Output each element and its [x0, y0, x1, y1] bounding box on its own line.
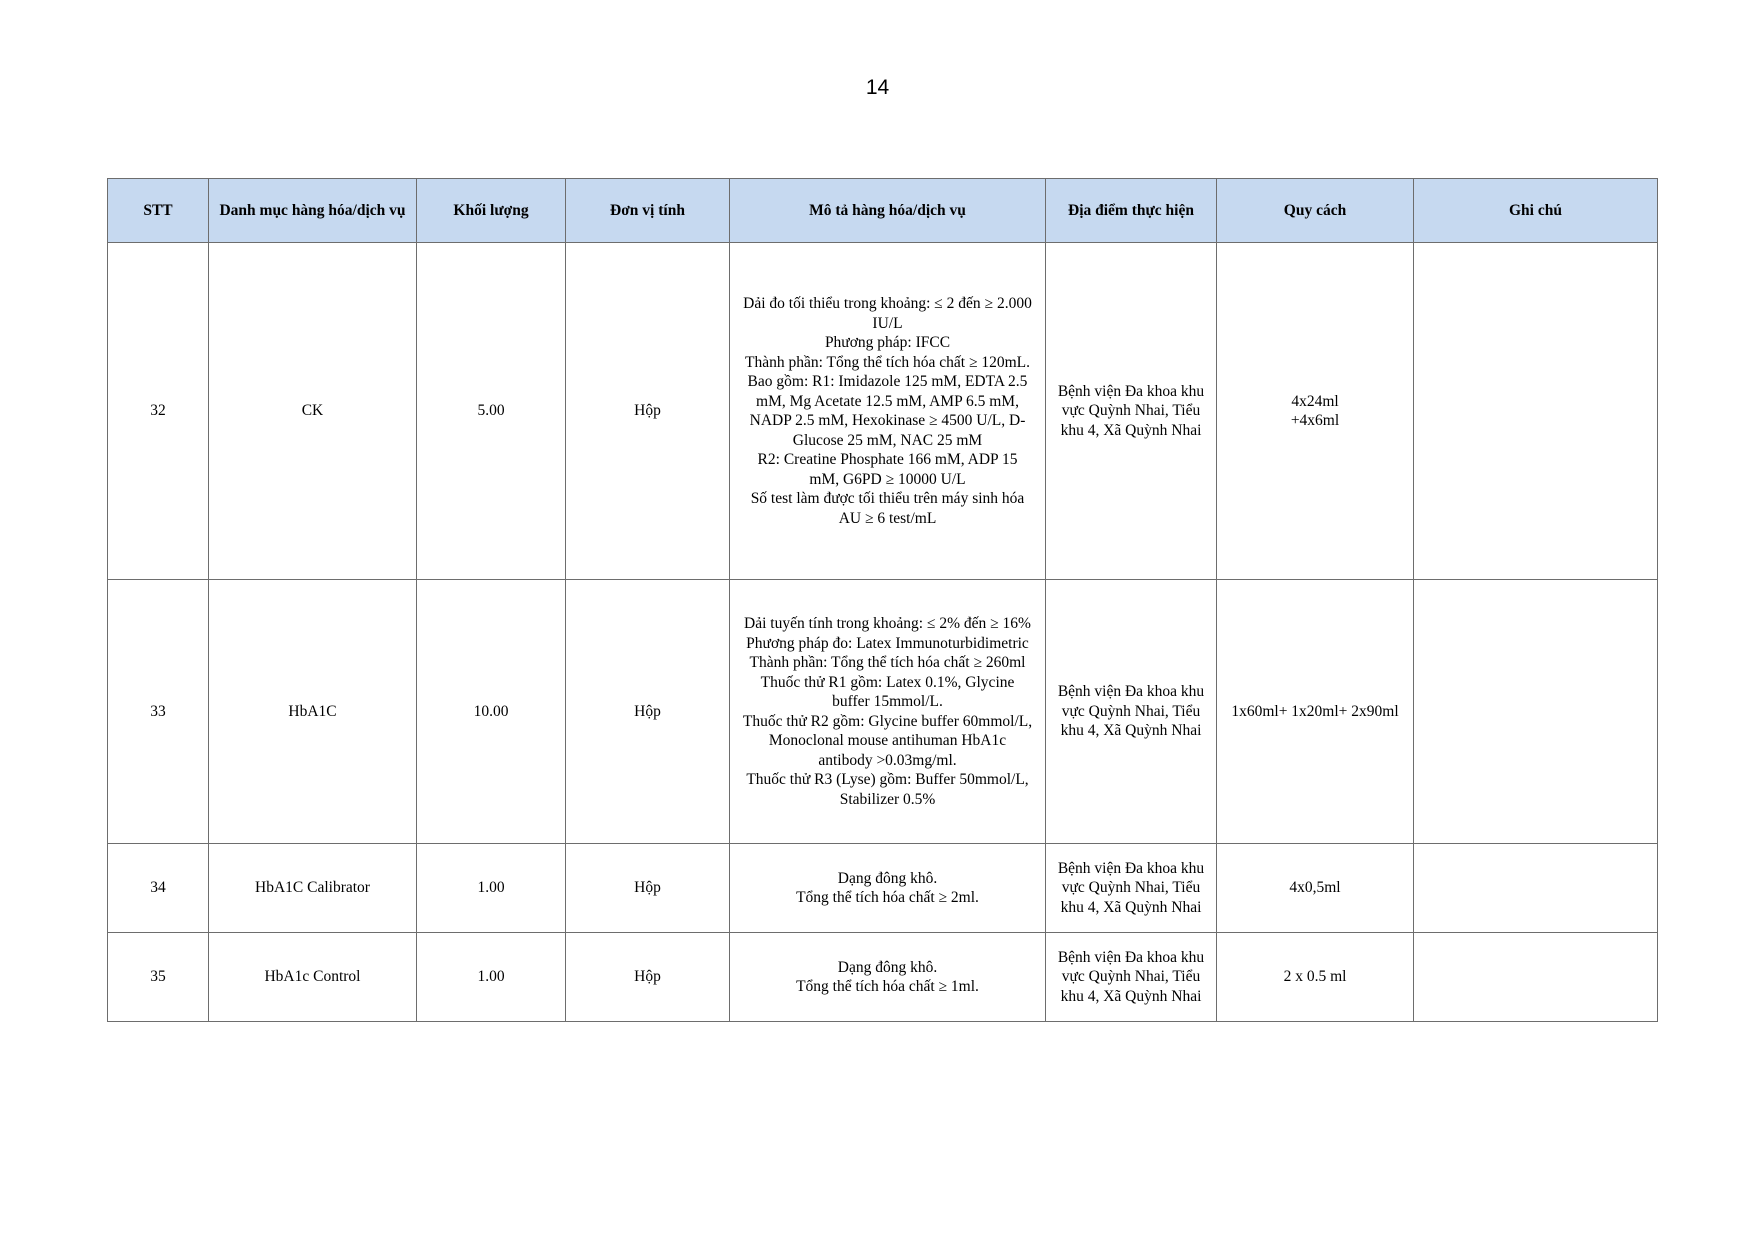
cell-unit: Hộp — [566, 580, 730, 844]
cell-unit: Hộp — [566, 933, 730, 1022]
description-line: Thuốc thử R2 gồm: Glycine buffer 60mmol/L, Monoclonal mouse antihuman HbA1c antibody >0.03mg/ml. — [742, 712, 1033, 769]
cell-description — [730, 844, 1046, 933]
table-row — [108, 933, 1658, 1022]
cell-location: Bệnh viện Đa khoa khu vực Quỳnh Nhai, Tiểu khu 4, Xã Quỳnh Nhai — [1046, 243, 1217, 580]
page-number: 14 — [865, 76, 890, 99]
cell-spec — [1217, 933, 1414, 1022]
description-line: Dạng đông khô. — [837, 958, 938, 976]
header-stt: STT — [108, 179, 209, 243]
cell-stt: 34 — [108, 844, 209, 933]
table-row — [108, 243, 1658, 580]
description-line: Thành phần: Tổng thể tích hóa chất ≥ 120mL. — [744, 353, 1030, 371]
cell-spec — [1217, 844, 1414, 933]
cell-note — [1414, 933, 1658, 1022]
cell-note — [1414, 844, 1658, 933]
cell-stt: 35 — [108, 933, 209, 1022]
cell-unit: Hộp — [566, 844, 730, 933]
table-row — [108, 580, 1658, 844]
description-line: Thành phần: Tổng thể tích hóa chất ≥ 260ml — [749, 654, 1026, 671]
spec-line: +4x6ml — [1290, 412, 1340, 429]
cell-item: HbA1C — [209, 580, 417, 844]
header-location: Địa điểm thực hiện — [1046, 179, 1217, 243]
description-line: Số test làm được tối thiểu trên máy sinh hóa AU ≥ 6 test/mL — [750, 490, 1025, 527]
description-line: Thuốc thử R3 (Lyse) gồm: Buffer 50mmol/L, Stabilizer 0.5% — [746, 771, 1029, 808]
description-line: Dải đo tối thiểu trong khoảng: ≤ 2 đến ≥ 2.000 IU/L — [743, 295, 1032, 332]
description-line: Tổng thể tích hóa chất ≥ 2ml. — [796, 889, 979, 906]
description-line: Bao gồm: R1: Imidazole 125 mM, EDTA 2.5 mM, Mg Acetate 12.5 mM, AMP 6.5 mM, NADP 2.5 mM, Hexokinase ≥ 4500 U/L, D-Glucose 25 mM, NAC 25 mM — [747, 373, 1028, 449]
header-row — [108, 179, 1658, 243]
description-line: Thuốc thử R1 gồm: Latex 0.1%, Glycine buffer 15mmol/L. — [760, 673, 1015, 710]
cell-stt: 32 — [108, 243, 209, 580]
spec-line: 4x0,5ml — [1289, 879, 1341, 897]
cell-quantity: 1.00 — [417, 844, 566, 933]
header-item: Danh mục hàng hóa/dịch vụ — [209, 179, 417, 243]
cell-description — [730, 580, 1046, 844]
cell-item: HbA1C Calibrator — [209, 844, 417, 933]
cell-quantity: 1.00 — [417, 933, 566, 1022]
cell-note — [1414, 243, 1658, 580]
header-description: Mô tả hàng hóa/dịch vụ — [730, 179, 1046, 243]
cell-spec — [1217, 580, 1414, 844]
description-line: Tổng thể tích hóa chất ≥ 1ml. — [796, 978, 979, 995]
cell-description — [730, 933, 1046, 1022]
spec-line: 2 x 0.5 ml — [1283, 968, 1347, 986]
description-line: R2: Creatine Phosphate 166 mM, ADP 15 mM, G6PD ≥ 10000 U/L — [757, 451, 1018, 488]
spec-line: 4x24ml — [1291, 392, 1339, 410]
cell-location: Bệnh viện Đa khoa khu vực Quỳnh Nhai, Tiểu khu 4, Xã Quỳnh Nhai — [1046, 580, 1217, 844]
description-line: Phương pháp đo: Latex Immunoturbidimetric — [746, 634, 1029, 652]
header-unit: Đơn vị tính — [566, 179, 730, 243]
cell-unit: Hộp — [566, 243, 730, 580]
header-quantity: Khối lượng — [417, 179, 566, 243]
header-spec: Quy cách — [1217, 179, 1414, 243]
cell-spec — [1217, 243, 1414, 580]
header-note: Ghi chú — [1414, 179, 1658, 243]
cell-item: CK — [209, 243, 417, 580]
cell-location: Bệnh viện Đa khoa khu vực Quỳnh Nhai, Tiểu khu 4, Xã Quỳnh Nhai — [1046, 933, 1217, 1022]
cell-stt: 33 — [108, 580, 209, 844]
spec-line: 1x60ml+ 1x20ml+ 2x90ml — [1231, 702, 1399, 720]
cell-quantity: 5.00 — [417, 243, 566, 580]
cell-item: HbA1c Control — [209, 933, 417, 1022]
description-line: Phương pháp: IFCC — [824, 334, 951, 351]
cell-description — [730, 243, 1046, 580]
cell-quantity: 10.00 — [417, 580, 566, 844]
table-row — [108, 844, 1658, 933]
description-line: Dải tuyến tính trong khoảng: ≤ 2% đến ≥ 16% — [744, 615, 1031, 632]
cell-note — [1414, 580, 1658, 844]
description-line: Dạng đông khô. — [837, 869, 938, 887]
cell-location: Bệnh viện Đa khoa khu vực Quỳnh Nhai, Tiểu khu 4, Xã Quỳnh Nhai — [1046, 844, 1217, 933]
goods-table — [107, 178, 1658, 1022]
